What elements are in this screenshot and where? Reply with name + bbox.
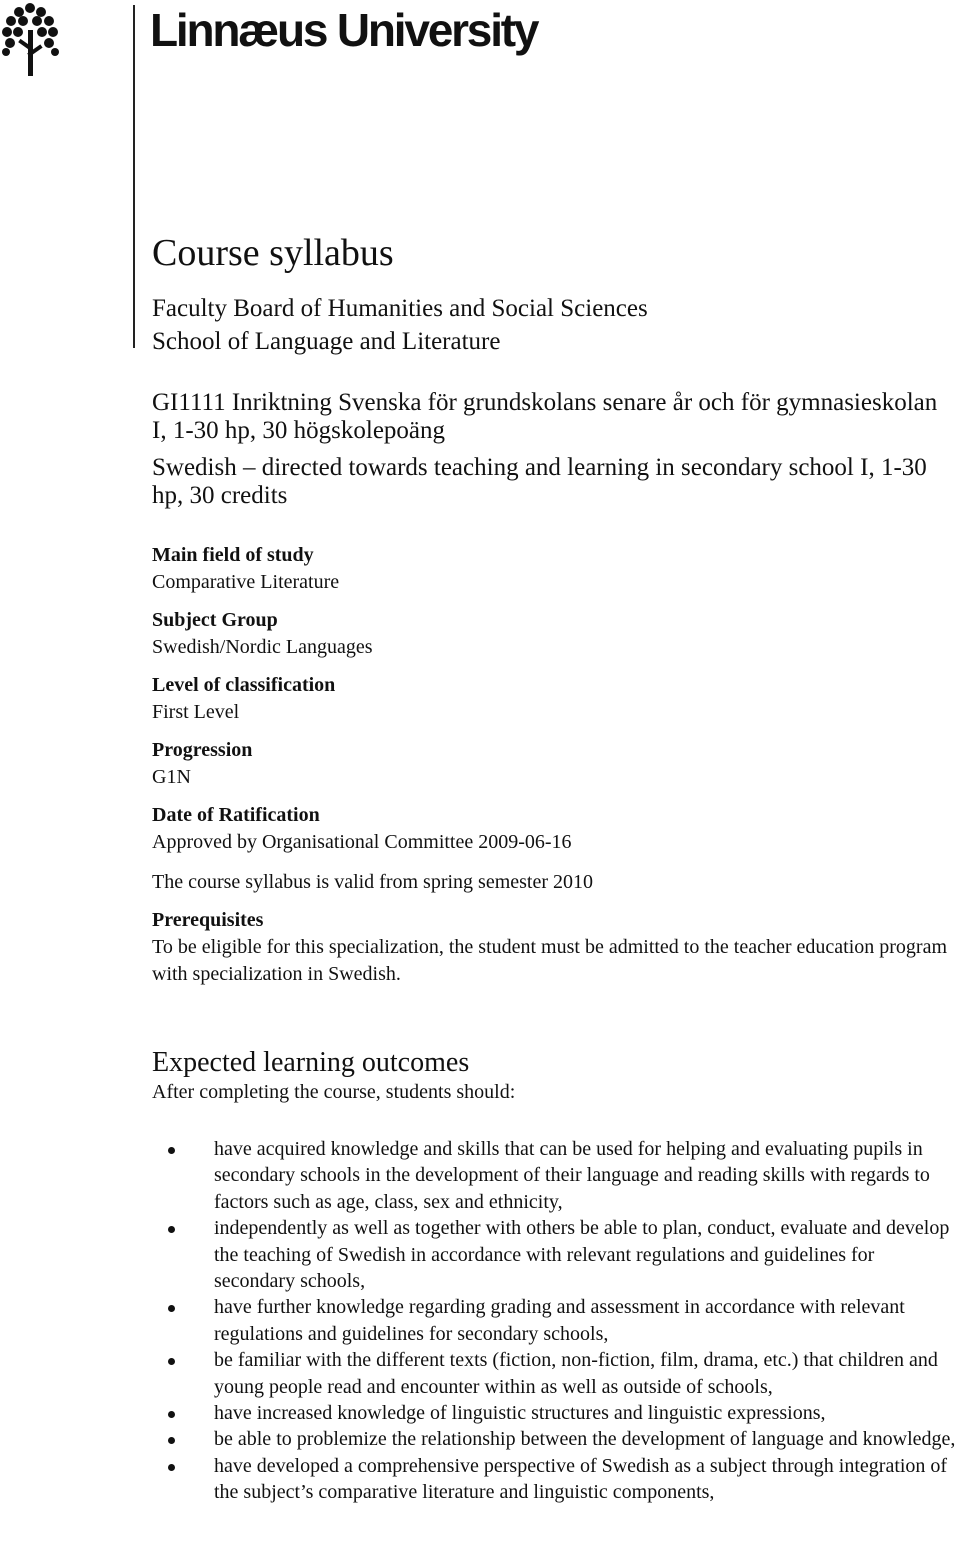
faculty-block <box>152 292 648 358</box>
field-label: Level of classification <box>152 674 336 696</box>
list-item <box>152 1347 960 1400</box>
bullet-icon <box>168 1411 175 1418</box>
header-vertical-rule <box>133 5 135 348</box>
prerequisites-text: To be eligible for this specialization, the student must be admitted to the teacher education program with specialization in Swedish. <box>152 936 948 985</box>
field-label: Main field of study <box>152 544 314 566</box>
field-main-study <box>152 542 952 607</box>
list-item <box>152 1400 960 1426</box>
learning-outcomes-list <box>152 1136 960 1506</box>
field-value: Comparative Literature <box>152 571 340 593</box>
list-item <box>152 1294 960 1347</box>
university-wordmark: Linnæus University <box>150 4 538 56</box>
field-ratification <box>152 802 952 867</box>
prerequisites-label: Prerequisites <box>152 909 264 931</box>
list-item <box>152 1215 960 1294</box>
learning-outcomes-intro: After completing the course, students should: <box>152 1081 516 1103</box>
field-value: G1N <box>152 766 191 788</box>
field-subject-group <box>152 607 952 672</box>
bullet-icon <box>168 1464 175 1471</box>
field-label: Subject Group <box>152 609 278 631</box>
bullet-icon <box>168 1437 175 1444</box>
field-level <box>152 672 952 737</box>
field-value: Approved by Organisational Committee 2009-06-16 <box>152 831 572 853</box>
outcome-text: have acquired knowledge and skills that can be used for helping and evaluating pupils in secondary schools in the development of their language and reading skills with regards to factors such as age, class, sex and ethnicity, <box>214 1138 930 1213</box>
list-item <box>152 1136 960 1215</box>
course-title-english: Swedish – directed towards teaching and learning in secondary school I, 1-30 hp, 30 credits <box>152 454 927 509</box>
field-value: First Level <box>152 701 240 723</box>
field-label: Progression <box>152 739 253 761</box>
outcome-text: be able to problemize the relationship between the development of language and knowledge, <box>214 1428 956 1451</box>
bullet-icon <box>168 1358 175 1365</box>
university-logo-tree-icon <box>2 2 60 76</box>
bullet-icon <box>168 1147 175 1154</box>
outcome-text: be familiar with the different texts (fiction, non-fiction, film, drama, etc.) that children and young people read and encounter within as well as outside of schools, <box>214 1349 938 1398</box>
field-progression <box>152 737 952 802</box>
school-name: School of Language and Literature <box>152 328 501 355</box>
course-title-swedish: GI1111 Inriktning Svenska för grundskolans senare år och för gymnasieskolan I, 1-30 hp, 30 högskolepoäng <box>152 389 938 444</box>
outcome-text: have increased knowledge of linguistic structures and linguistic expressions, <box>214 1402 826 1425</box>
validity-statement: The course syllabus is valid from spring semester 2010 <box>152 871 594 893</box>
bullet-icon <box>168 1226 175 1233</box>
document-title: Course syllabus <box>152 232 394 274</box>
list-item <box>152 1426 960 1452</box>
list-item <box>152 1453 960 1506</box>
field-value: Swedish/Nordic Languages <box>152 636 373 658</box>
outcome-text: have developed a comprehensive perspective of Swedish as a subject through integration of the subject’s comparative literature and linguistic components, <box>214 1454 948 1504</box>
outcome-text: have further knowledge regarding grading and assessment in accordance with relevant regulations and guidelines for secondary schools, <box>214 1296 905 1345</box>
faculty-name: Faculty Board of Humanities and Social Sciences <box>152 295 648 322</box>
prerequisites-section <box>152 907 952 988</box>
learning-outcomes-heading: Expected learning outcomes <box>152 1047 470 1078</box>
field-label: Date of Ratification <box>152 804 320 826</box>
course-fields <box>152 542 952 867</box>
outcome-text: independently as well as together with others be able to plan, conduct, evaluate and develop the teaching of Swedish in accordance with relevant regulations and guidelines for secondary schools, <box>214 1217 950 1293</box>
bullet-icon <box>168 1305 175 1312</box>
